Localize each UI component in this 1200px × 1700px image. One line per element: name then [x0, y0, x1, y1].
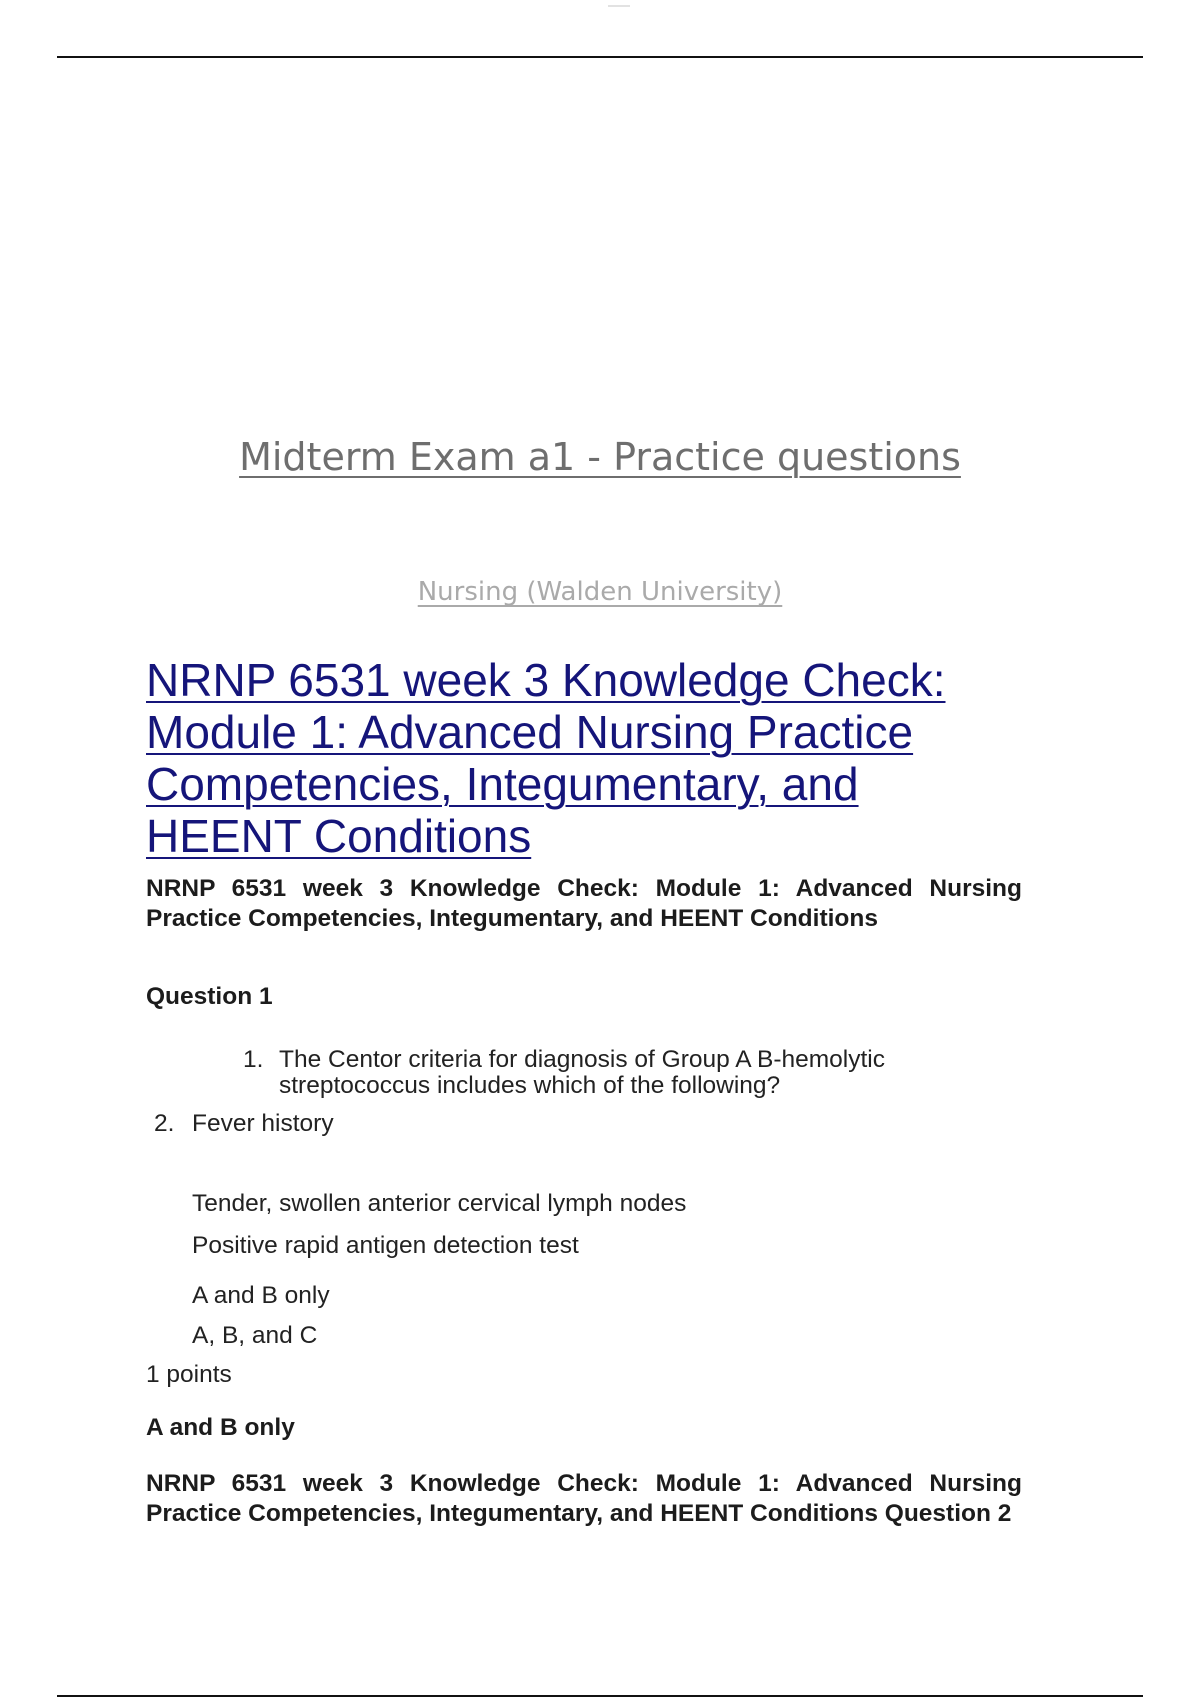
next-section-heading: NRNP 6531 week 3 Knowledge Check: Module 1: Advanced Nursing Practice Competencies, Integumentary, and HEENT Conditions Question 2	[146, 1470, 1022, 1527]
main-heading-line: HEENT Conditions	[146, 810, 532, 862]
question-item	[243, 1047, 1003, 1107]
document-subtitle[interactable]: Nursing (Walden University)	[417, 577, 783, 607]
question-label: Question 1	[146, 983, 273, 1010]
answer-option: A and B only	[192, 1282, 330, 1309]
answer-option: Positive rapid antigen detection test	[192, 1232, 579, 1259]
main-heading-line: Competencies, Integumentary, and	[146, 758, 859, 810]
main-heading-line: Module 1: Advanced Nursing Practice	[146, 706, 914, 758]
top-rule	[57, 56, 1143, 58]
item-text: The Centor criteria for diagnosis of Group A B-hemolytic streptococcus includes which of the following?	[279, 1046, 885, 1099]
points-value: 1 points	[146, 1361, 232, 1388]
correct-answer: A and B only	[146, 1414, 295, 1441]
main-heading-link[interactable]	[146, 654, 1026, 862]
top-page-mark	[608, 5, 630, 7]
main-heading-line: NRNP 6531 week 3 Knowledge Check:	[146, 654, 946, 706]
answer-option: A, B, and C	[192, 1322, 318, 1349]
section-heading: NRNP 6531 week 3 Knowledge Check: Module 1: Advanced Nursing Practice Competencies, Integumentary, and HEENT Conditions	[146, 875, 1022, 932]
item-number: 1.	[243, 1046, 264, 1073]
item-number: 2.	[154, 1110, 175, 1137]
question-item	[154, 1111, 554, 1141]
answer-option: Tender, swollen anterior cervical lymph nodes	[192, 1190, 687, 1217]
bottom-rule	[57, 1695, 1143, 1697]
item-text: Fever history	[192, 1110, 334, 1137]
document-title[interactable]: Midterm Exam a1 - Practice questions	[239, 435, 961, 479]
